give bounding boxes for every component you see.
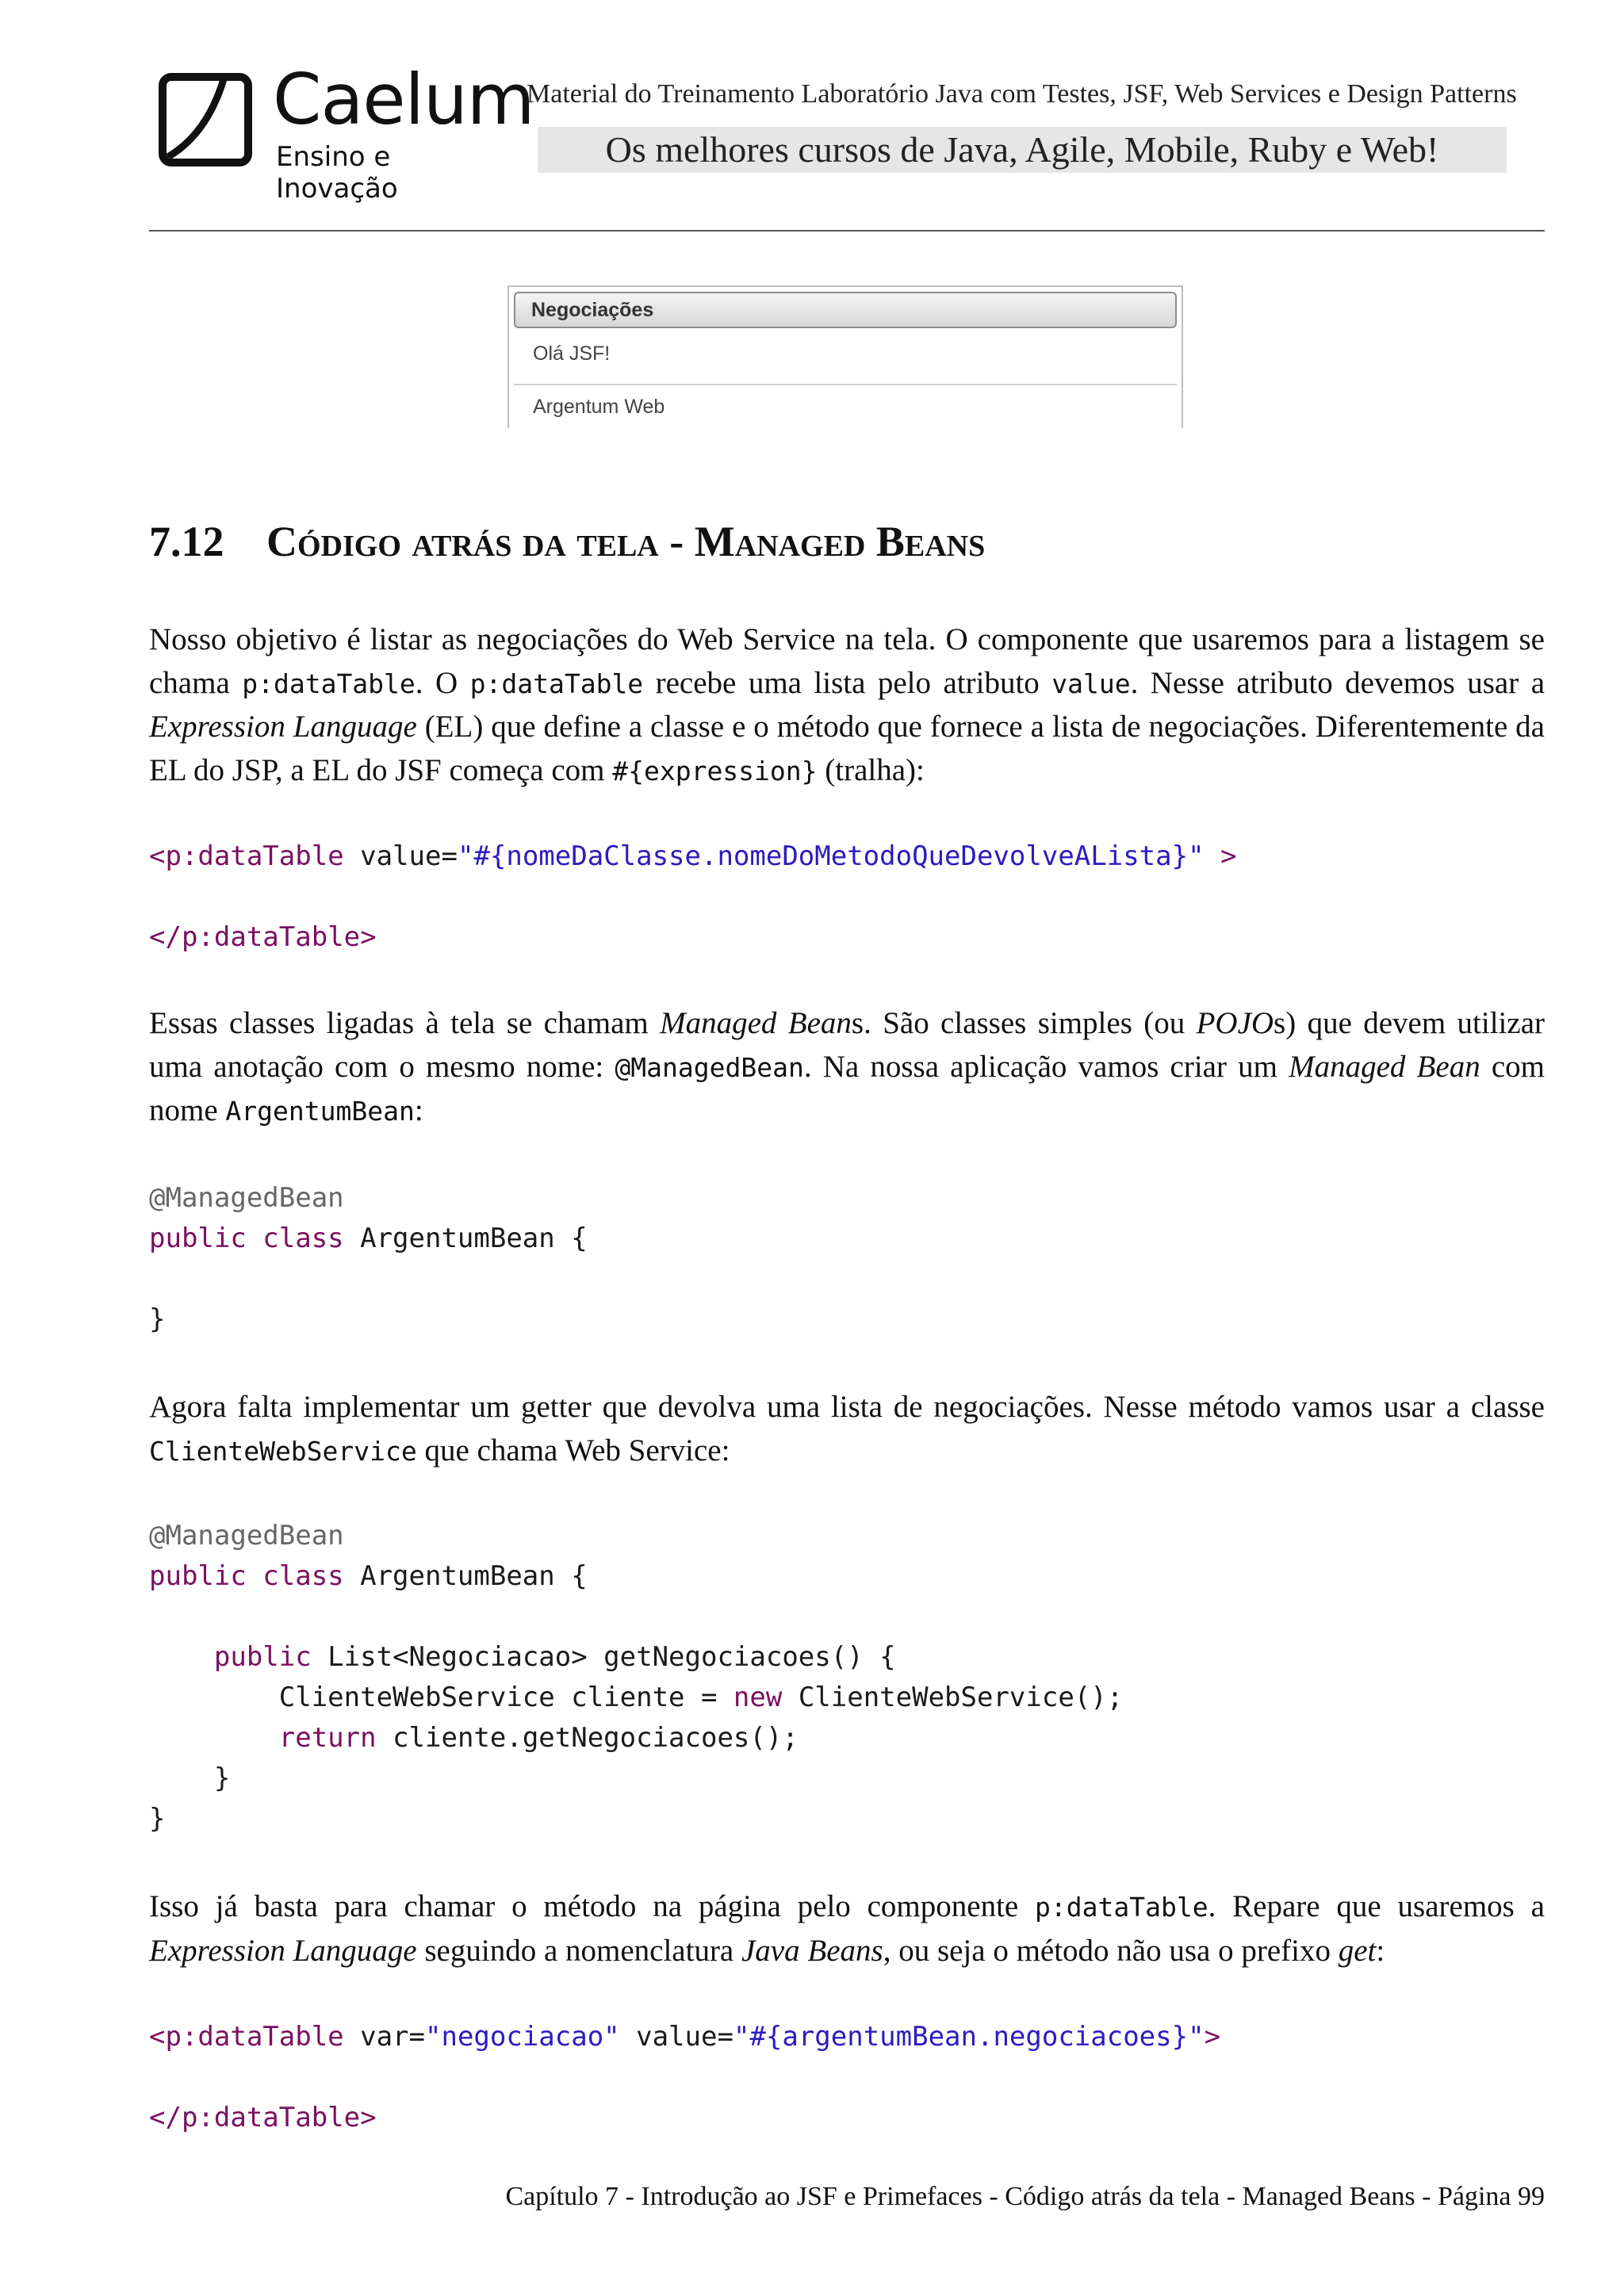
text: Nosso objetivo é listar as negociações do Web Service na tela. O componente que usaremos para a listagem se chama bbox=[149, 622, 1545, 700]
code-block bbox=[149, 1178, 588, 1340]
text: . O bbox=[415, 665, 470, 700]
section-title-part1: Código atrás da tela - bbox=[266, 518, 695, 565]
text: seguindo a nomenclatura bbox=[416, 1933, 741, 1968]
paragraph bbox=[149, 618, 1545, 793]
logo-mark-icon bbox=[159, 73, 252, 166]
inline-code: ClienteWebService bbox=[149, 1435, 417, 1467]
svg-text:✶: ✶ bbox=[173, 83, 186, 102]
code-keyword: return bbox=[278, 1722, 377, 1754]
code-text: cliente.getNegociacoes(); bbox=[376, 1722, 799, 1754]
text: (EL) que define a classe e o método que fornece a lista de negociações. Diferentemente da EL do JSP, a EL do JSF começa com bbox=[149, 710, 1545, 787]
menu-header: Negociações bbox=[514, 292, 1177, 328]
code-string: "negociacao" bbox=[425, 2021, 620, 2053]
emphasis: get bbox=[1338, 1933, 1377, 1968]
text: Agora falta implementar um getter que devolva uma lista de negociações. Nesse método vamos usar a classe bbox=[149, 1390, 1545, 1424]
paragraph bbox=[149, 1002, 1545, 1134]
code-attr: var= bbox=[343, 2021, 425, 2053]
inline-code: p:dataTable bbox=[469, 668, 644, 699]
code-tag: </p:dataTable> bbox=[149, 2102, 377, 2133]
text: (tralha): bbox=[817, 752, 925, 787]
logo-tagline: Ensino e Inovação bbox=[276, 141, 398, 205]
inline-code: @ManagedBean bbox=[615, 1051, 804, 1083]
emphasis: Managed Bean bbox=[660, 1006, 852, 1040]
code-annotation: @ManagedBean bbox=[149, 1182, 344, 1214]
emphasis: Managed Bean bbox=[1289, 1049, 1480, 1084]
text: : bbox=[414, 1093, 423, 1127]
code-keyword: new bbox=[733, 1682, 783, 1713]
code-text: ClienteWebService(); bbox=[782, 1682, 1124, 1713]
text: , ou seja o método não usa o prefixo bbox=[883, 1933, 1339, 1968]
menu-screenshot bbox=[508, 285, 1183, 428]
text: recebe uma lista pelo atributo bbox=[643, 665, 1052, 700]
inline-code: p:dataTable bbox=[242, 668, 416, 699]
code-tag: <p:dataTable bbox=[149, 2021, 344, 2053]
code-block bbox=[149, 2017, 1220, 2138]
text: . Repare que usaremos a bbox=[1208, 1889, 1545, 1923]
code-tag: > bbox=[1204, 2021, 1221, 2053]
text: s) que devem utilizar uma anotação com o mesmo nome: bbox=[149, 1006, 1545, 1084]
emphasis: Java Beans bbox=[741, 1933, 883, 1968]
paragraph bbox=[149, 1885, 1545, 1973]
code-text: } bbox=[149, 1803, 166, 1835]
header-slogan: Os melhores cursos de Java, Agile, Mobile, Ruby e Web! bbox=[538, 127, 1507, 173]
text: . Nesse atributo devemos usar a bbox=[1130, 665, 1545, 700]
code-string: "#{argentumBean.negociacoes}" bbox=[733, 2021, 1205, 2053]
text: Isso já basta para chamar o método na página pelo componente bbox=[149, 1889, 1036, 1923]
menu-separator bbox=[514, 384, 1177, 385]
code-annotation: @ManagedBean bbox=[149, 1520, 344, 1552]
code-block bbox=[149, 1516, 1123, 1839]
code-keyword: public class bbox=[149, 1223, 344, 1254]
code-keyword: public class bbox=[149, 1560, 344, 1592]
code-tag: </p:dataTable> bbox=[149, 921, 377, 953]
inline-code: value bbox=[1051, 668, 1131, 699]
code-text: ArgentumBean { bbox=[343, 1560, 588, 1592]
text: s. São classes simples (ou bbox=[851, 1006, 1197, 1040]
text: . Na nossa aplicação vamos criar um bbox=[803, 1049, 1289, 1084]
code-keyword: public bbox=[213, 1641, 312, 1673]
caelum-logo bbox=[155, 59, 534, 205]
inline-code: #{expression} bbox=[612, 755, 818, 786]
menu-item: Argentum Web bbox=[533, 396, 665, 418]
page-footer: Capítulo 7 - Introdução ao JSF e Primefaces - Código atrás da tela - Managed Beans - Página 99 bbox=[505, 2182, 1545, 2211]
section-title-part2: Managed Beans bbox=[694, 518, 986, 565]
code-attr: value= bbox=[343, 840, 458, 872]
emphasis: Expression Language bbox=[149, 1933, 417, 1968]
text: Essas classes ligadas à tela se chamam bbox=[149, 1006, 661, 1040]
code-text: } bbox=[213, 1762, 231, 1794]
emphasis: Expression Language bbox=[149, 710, 417, 744]
code-text: ArgentumBean { bbox=[343, 1223, 588, 1254]
text: com nome bbox=[149, 1049, 1545, 1127]
code-tag: > bbox=[1204, 840, 1237, 872]
text: que chama Web Service: bbox=[416, 1433, 730, 1468]
header-course-title: Material do Treinamento Laboratório Java com Testes, JSF, Web Services e Design Patterns bbox=[527, 79, 1517, 109]
code-text: } bbox=[149, 1303, 166, 1335]
emphasis: POJO bbox=[1196, 1006, 1274, 1040]
code-string: "#{nomeDaClasse.nomeDoMetodoQueDevolveALista}" bbox=[457, 840, 1205, 872]
logo-name: Caelum bbox=[273, 59, 534, 140]
code-attr: value= bbox=[619, 2021, 733, 2053]
code-block bbox=[149, 836, 1237, 958]
code-tag: <p:dataTable bbox=[149, 840, 344, 872]
inline-code: ArgentumBean bbox=[225, 1096, 415, 1127]
section-heading bbox=[149, 517, 985, 566]
menu-item: Olá JSF! bbox=[533, 342, 611, 365]
paragraph bbox=[149, 1386, 1545, 1473]
inline-code: p:dataTable bbox=[1035, 1892, 1208, 1923]
code-text: ClienteWebService cliente = bbox=[278, 1682, 733, 1713]
section-number: 7.12 bbox=[149, 518, 224, 565]
header-divider bbox=[149, 230, 1545, 232]
code-text: List<Negociacao> getNegociacoes() { bbox=[311, 1641, 896, 1673]
text: : bbox=[1376, 1933, 1385, 1968]
